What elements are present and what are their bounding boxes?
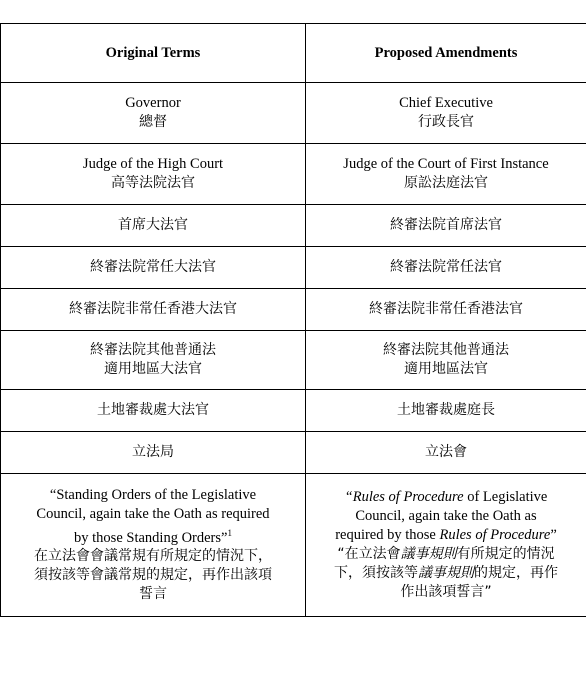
proposed-cell bbox=[306, 205, 586, 247]
original-cell bbox=[1, 83, 306, 144]
original-cell bbox=[1, 432, 306, 474]
proposed-italic-term: 議事規則 bbox=[400, 546, 457, 562]
original-zh: 土地審裁處大法官 bbox=[97, 402, 209, 418]
proposed-cell bbox=[306, 144, 586, 205]
original-cell bbox=[1, 390, 306, 432]
original-zh: 首席大法官 bbox=[118, 217, 188, 233]
proposed-zh: 土地審裁處庭長 bbox=[397, 402, 495, 418]
original-en: Council, again take the Oath as required bbox=[36, 505, 270, 522]
proposed-en: Council, again take the Oath as bbox=[355, 508, 537, 524]
original-zh: 誓言 bbox=[139, 586, 167, 603]
proposed-text: “在立法會 bbox=[337, 546, 401, 562]
proposed-text: 有所規定的情況 bbox=[456, 546, 555, 562]
proposed-zh: 終審法院其他普通法 bbox=[383, 342, 509, 358]
proposed-zh: 終審法院非常任香港法官 bbox=[369, 301, 523, 317]
proposed-text: required by those bbox=[335, 527, 440, 543]
table-row bbox=[1, 83, 586, 144]
original-cell bbox=[1, 247, 306, 289]
table-row bbox=[1, 331, 586, 390]
header-row bbox=[1, 24, 586, 83]
original-cell bbox=[1, 331, 306, 390]
original-zh: 須按該等會議常規的規定，再作出該項 bbox=[34, 567, 272, 584]
proposed-italic-term: Rules of Procedure bbox=[439, 527, 551, 543]
proposed-text: 下，須按該等 bbox=[334, 565, 418, 581]
proposed-zh bbox=[312, 545, 580, 564]
proposed-en: Chief Executive bbox=[399, 95, 493, 111]
original-en: Judge of the High Court bbox=[82, 156, 224, 172]
proposed-zh: 作出該項誓言” bbox=[400, 584, 492, 600]
proposed-cell bbox=[306, 390, 586, 432]
proposed-text: of Legislative bbox=[463, 489, 548, 505]
table-row bbox=[1, 474, 586, 617]
proposed-zh: 適用地區法官 bbox=[404, 361, 488, 377]
proposed-quote: “ bbox=[344, 489, 353, 505]
proposed-zh: 終審法院常任法官 bbox=[390, 259, 502, 275]
table-row bbox=[1, 432, 586, 474]
original-en: “Standing Orders of the Legislative bbox=[49, 486, 257, 503]
original-zh: 終審法院非常任香港大法官 bbox=[69, 301, 237, 317]
footnote-marker: 1 bbox=[227, 527, 232, 538]
proposed-en bbox=[312, 526, 580, 545]
original-en: Governor bbox=[125, 95, 181, 111]
proposed-cell bbox=[306, 289, 586, 331]
proposed-zh: 立法會 bbox=[425, 444, 467, 460]
proposed-zh: 原訟法庭法官 bbox=[404, 175, 488, 191]
proposed-cell bbox=[306, 247, 586, 289]
header-original: Original Terms bbox=[1, 24, 306, 83]
original-cell bbox=[1, 144, 306, 205]
original-zh: 在立法會會議常規有所規定的情況下， bbox=[34, 548, 272, 565]
header-proposed: Proposed Amendments bbox=[306, 24, 586, 83]
proposed-en: Judge of the Court of First Instance bbox=[343, 156, 549, 172]
proposed-italic-term: Rules of Procedure bbox=[352, 489, 464, 505]
proposed-zh: 行政長官 bbox=[418, 114, 474, 130]
original-zh: 終審法院其他普通法 bbox=[90, 342, 216, 358]
proposed-zh: 終審法院首席法官 bbox=[390, 217, 502, 233]
original-cell bbox=[1, 205, 306, 247]
original-cell bbox=[1, 289, 306, 331]
original-en bbox=[7, 524, 299, 548]
original-zh: 適用地區大法官 bbox=[104, 361, 202, 377]
original-cell bbox=[1, 474, 306, 617]
proposed-text: ” bbox=[550, 527, 557, 543]
proposed-cell bbox=[306, 474, 586, 617]
proposed-italic-term: 議事規則 bbox=[418, 565, 474, 581]
proposed-cell bbox=[306, 432, 586, 474]
original-en-text: by those Standing Orders” bbox=[74, 529, 228, 546]
proposed-zh bbox=[312, 564, 580, 583]
proposed-cell bbox=[306, 331, 586, 390]
table-row bbox=[1, 247, 586, 289]
original-zh: 總督 bbox=[139, 114, 167, 130]
terms-table bbox=[0, 23, 586, 617]
table-row bbox=[1, 144, 586, 205]
proposed-cell bbox=[306, 83, 586, 144]
table-row bbox=[1, 289, 586, 331]
original-zh: 高等法院法官 bbox=[111, 175, 195, 191]
table-row bbox=[1, 205, 586, 247]
original-zh: 終審法院常任大法官 bbox=[90, 259, 216, 275]
table-row bbox=[1, 390, 586, 432]
proposed-text: 的規定，再作 bbox=[474, 565, 558, 581]
proposed-en bbox=[312, 488, 580, 507]
original-zh: 立法局 bbox=[132, 444, 174, 460]
